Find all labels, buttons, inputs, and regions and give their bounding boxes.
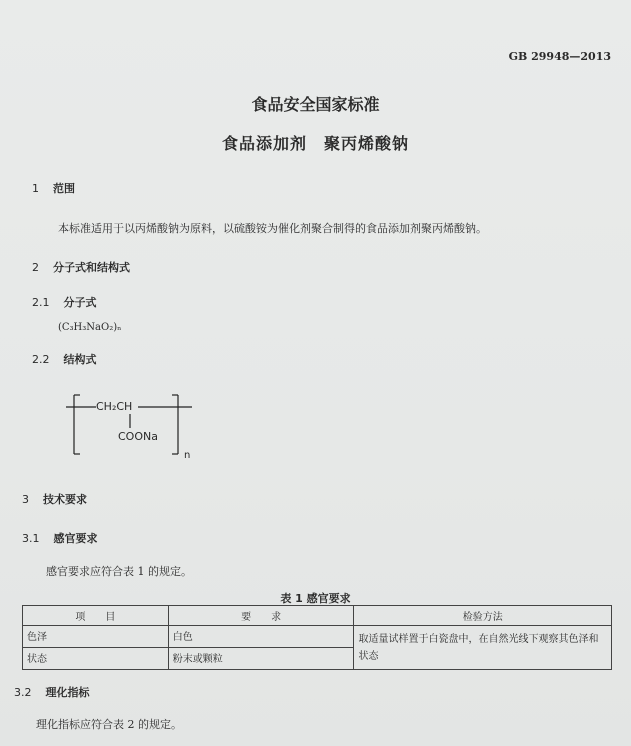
structure-top-group: CH₂CH (96, 400, 133, 413)
section-number: 2.2 (32, 353, 50, 366)
repeat-subscript: n (184, 450, 191, 461)
section-2-2-heading (32, 351, 97, 367)
section-title: 分子式 (63, 296, 97, 309)
header-requirement: 要 求 (168, 606, 354, 626)
section-title: 范围 (53, 182, 75, 195)
cell-item: 状态 (23, 648, 169, 670)
section-2-heading (32, 259, 130, 275)
cell-requirement: 粉末或颗粒 (168, 648, 354, 670)
molecular-formula: (C₃H₃NaO₂)ₙ (58, 322, 122, 333)
section-title: 感官要求 (53, 532, 98, 545)
standard-code: GB 29948—2013 (508, 50, 611, 63)
section-title: 技术要求 (43, 493, 87, 506)
header-item: 项 目 (23, 606, 169, 626)
structure-side-group: COONa (118, 430, 158, 443)
section-number: 3.1 (22, 532, 40, 545)
section-title: 结构式 (63, 353, 97, 366)
section-title: 分子式和结构式 (53, 261, 130, 274)
section-3-1-body: 感官要求应符合表 1 的规定。 (46, 565, 192, 578)
section-2-1-heading (32, 294, 97, 310)
structural-formula (60, 390, 220, 465)
table-1 (22, 605, 612, 670)
header-method: 检验方法 (354, 606, 612, 626)
section-3-1-heading (22, 530, 98, 546)
title-line-2: 食品添加剂 聚丙烯酸钠 (221, 134, 409, 153)
section-1-body: 本标准适用于以丙烯酸钠为原料，以硫酸铵为催化剂聚合制得的食品添加剂聚丙烯酸钠。 (58, 222, 487, 235)
section-number: 2 (32, 261, 39, 274)
section-1-heading (32, 180, 75, 196)
structure-bonds (60, 390, 220, 465)
cell-requirement: 白色 (168, 626, 354, 648)
table-1-caption: 表 1 感官要求 (280, 592, 351, 605)
section-title: 理化指标 (45, 686, 90, 699)
title-line-1: 食品安全国家标准 (251, 95, 380, 114)
section-number: 1 (32, 182, 39, 195)
section-number: 3 (22, 493, 29, 506)
section-3-2-body: 理化指标应符合表 2 的规定。 (36, 718, 182, 731)
section-number: 3.2 (14, 686, 32, 699)
cell-method: 取适量试样置于白瓷盘中，在自然光线下观察其色泽和状态 (354, 626, 612, 670)
table-row (23, 626, 612, 648)
section-3-heading (22, 491, 87, 507)
section-3-2-heading (14, 684, 90, 700)
cell-item: 色泽 (23, 626, 169, 648)
section-number: 2.1 (32, 296, 50, 309)
table-header-row (23, 606, 612, 626)
